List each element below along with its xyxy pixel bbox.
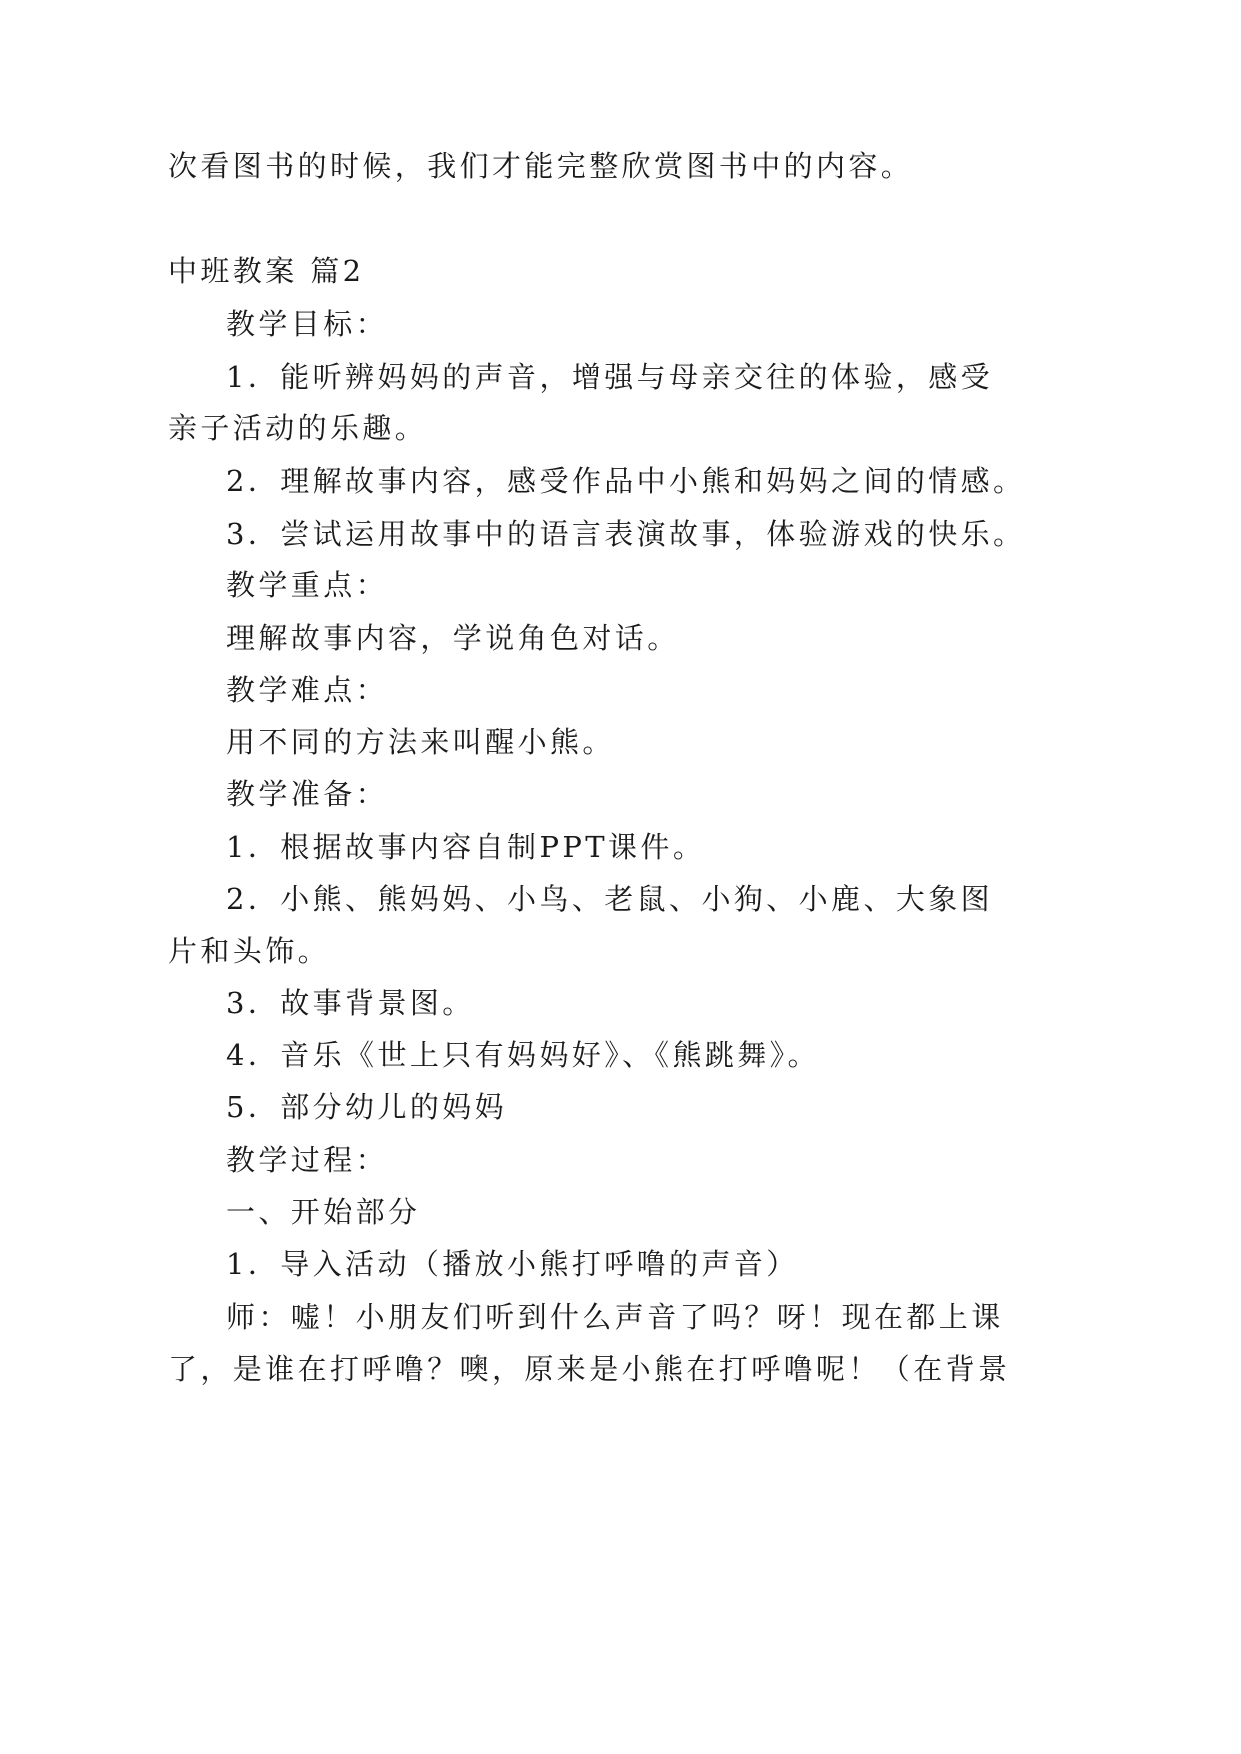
list-item: 1．导入活动（播放小熊打呼噜的声音） [226,1247,799,1281]
list-item: 2．理解故事内容，感受作品中小熊和妈妈之间的情感。 [226,464,1026,498]
section-heading: 中班教案 篇2 [168,254,365,288]
list-item: 3．尝试运用故事中的语言表演故事，体验游戏的快乐。 [226,517,1026,551]
list-item: 3．故事背景图。 [226,986,475,1020]
subheading: 教学准备： [226,777,389,811]
paragraph-line: 了，是谁在打呼噜？噢，原来是小熊在打呼噜呢！（在背景 [168,1352,1011,1386]
paragraph-line: 亲子活动的乐趣。 [168,411,428,445]
list-item: 1．根据故事内容自制PPT课件。 [226,830,706,864]
list-item: 4．音乐《世上只有妈妈好》、《熊跳舞》。 [226,1038,820,1072]
paragraph-line: 片和头饰。 [168,934,331,968]
list-item: 5．部分幼儿的妈妈 [226,1090,508,1124]
subheading: 教学重点： [226,568,389,602]
subheading: 教学过程： [226,1143,389,1177]
subheading: 教学目标： [226,307,389,341]
paragraph-line: 用不同的方法来叫醒小熊。 [226,725,615,759]
subheading: 教学难点： [226,673,389,707]
list-item: 2．小熊、熊妈妈、小鸟、老鼠、小狗、小鹿、大象图 [226,882,994,916]
paragraph-line: 师：嘘！小朋友们听到什么声音了吗？呀！现在都上课 [226,1300,1004,1334]
paragraph-line: 理解故事内容，学说角色对话。 [226,621,680,655]
list-item: 1．能听辨妈妈的声音，增强与母亲交往的体验，感受 [226,360,994,394]
subheading: 一、开始部分 [226,1195,421,1229]
paragraph-line: 次看图书的时候，我们才能完整欣赏图书中的内容。 [168,149,914,183]
